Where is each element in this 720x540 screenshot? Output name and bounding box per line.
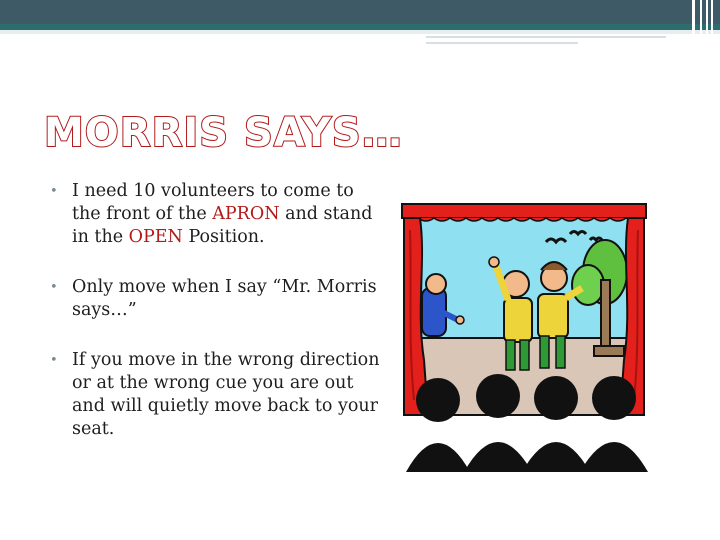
bullet-list [50, 180, 380, 441]
bullet-dot-icon: • [50, 353, 58, 368]
bullet-3-text: If you move in the wrong direction or at the wrong cue you are out and will quietly move back to your seat. [72, 350, 380, 439]
bullet-1-highlight-open: OPEN [128, 227, 183, 247]
bullet-item-move-rule [50, 276, 380, 322]
bullet-1-text-end: Position. [182, 227, 265, 247]
bullet-dot-icon: • [50, 280, 58, 295]
bullet-item-out-rule [50, 349, 380, 441]
slide-title: MORRIS SAYS… [44, 110, 403, 156]
bullet-1-text-start: I need 10 volunteers to come to the front of the [72, 181, 354, 224]
theme-top-bar [0, 0, 720, 48]
bullet-dot-icon: • [50, 184, 58, 199]
bullet-2-text: Only move when I say “Mr. Morris says…” [72, 277, 377, 320]
bullet-1-text-middle: and stand in the [72, 204, 373, 247]
bullet-1-highlight-apron: APRON [212, 204, 280, 224]
stage-clipart-image [398, 200, 650, 472]
bullet-item-volunteers [50, 180, 380, 249]
